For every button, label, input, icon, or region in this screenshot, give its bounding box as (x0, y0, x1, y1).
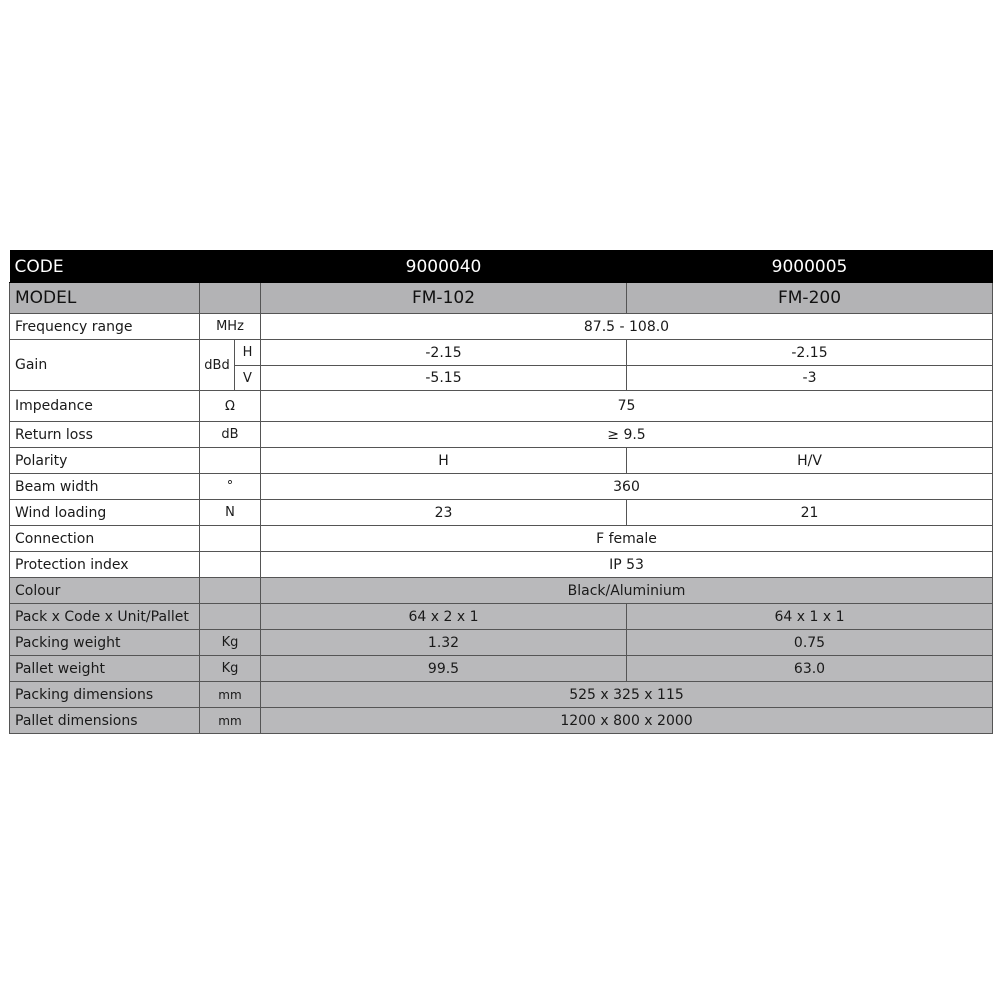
packing-weight-value-1: 1.32 (261, 630, 627, 656)
code-row (10, 251, 993, 283)
connection-row (10, 526, 993, 552)
gain-h-value-2: -2.15 (627, 340, 993, 366)
pallet-dimensions-row (10, 708, 993, 734)
gain-label: Gain (10, 340, 200, 391)
protection-unit (200, 552, 261, 578)
packing-dimensions-value: 525 x 325 x 115 (261, 682, 993, 708)
beam-width-value: 360 (261, 474, 993, 500)
model-row (10, 283, 993, 314)
pallet-weight-value-1: 99.5 (261, 656, 627, 682)
polarity-unit (200, 448, 261, 474)
polarity-row (10, 448, 993, 474)
gain-h-value-1: -2.15 (261, 340, 627, 366)
code-value-1: 9000040 (261, 251, 627, 283)
wind-loading-label: Wind loading (10, 500, 200, 526)
model-label: MODEL (10, 283, 200, 314)
frequency-value: 87.5 - 108.0 (261, 314, 993, 340)
wind-loading-value-2: 21 (627, 500, 993, 526)
gain-v-value-1: -5.15 (261, 366, 627, 391)
protection-label: Protection index (10, 552, 200, 578)
gain-v-label: V (235, 366, 261, 391)
colour-unit (200, 578, 261, 604)
gain-h-row (10, 340, 993, 366)
code-label: CODE (10, 251, 261, 283)
code-value-2: 9000005 (627, 251, 993, 283)
pack-unit (200, 604, 261, 630)
polarity-label: Polarity (10, 448, 200, 474)
spec-table (9, 250, 993, 734)
packing-weight-label: Packing weight (10, 630, 200, 656)
return-loss-value: ≥ 9.5 (261, 422, 993, 448)
wind-loading-row (10, 500, 993, 526)
packing-weight-value-2: 0.75 (627, 630, 993, 656)
protection-value: IP 53 (261, 552, 993, 578)
frequency-unit: MHz (200, 314, 261, 340)
pallet-dimensions-value: 1200 x 800 x 2000 (261, 708, 993, 734)
connection-label: Connection (10, 526, 200, 552)
wind-loading-value-1: 23 (261, 500, 627, 526)
connection-value: F female (261, 526, 993, 552)
pack-value-2: 64 x 1 x 1 (627, 604, 993, 630)
beam-width-unit: ° (200, 474, 261, 500)
packing-weight-row (10, 630, 993, 656)
model-value-1: FM-102 (261, 283, 627, 314)
pallet-weight-value-2: 63.0 (627, 656, 993, 682)
return-loss-row (10, 422, 993, 448)
connection-unit (200, 526, 261, 552)
pallet-weight-unit: Kg (200, 656, 261, 682)
beam-width-row (10, 474, 993, 500)
packing-dimensions-row (10, 682, 993, 708)
wind-loading-unit: N (200, 500, 261, 526)
pallet-dimensions-unit: mm (200, 708, 261, 734)
pack-label: Pack x Code x Unit/Pallet (10, 604, 200, 630)
colour-value: Black/Aluminium (261, 578, 993, 604)
impedance-value: 75 (261, 391, 993, 422)
colour-row (10, 578, 993, 604)
protection-row (10, 552, 993, 578)
impedance-row (10, 391, 993, 422)
pallet-dimensions-label: Pallet dimensions (10, 708, 200, 734)
gain-unit: dBd (200, 340, 235, 391)
pallet-weight-label: Pallet weight (10, 656, 200, 682)
impedance-unit: Ω (200, 391, 261, 422)
return-loss-label: Return loss (10, 422, 200, 448)
beam-width-label: Beam width (10, 474, 200, 500)
impedance-label: Impedance (10, 391, 200, 422)
pack-row (10, 604, 993, 630)
packing-dimensions-label: Packing dimensions (10, 682, 200, 708)
packing-dimensions-unit: mm (200, 682, 261, 708)
model-value-2: FM-200 (627, 283, 993, 314)
pallet-weight-row (10, 656, 993, 682)
packing-weight-unit: Kg (200, 630, 261, 656)
gain-h-label: H (235, 340, 261, 366)
polarity-value-2: H/V (627, 448, 993, 474)
pack-value-1: 64 x 2 x 1 (261, 604, 627, 630)
colour-label: Colour (10, 578, 200, 604)
polarity-value-1: H (261, 448, 627, 474)
return-loss-unit: dB (200, 422, 261, 448)
model-unit-cell (200, 283, 261, 314)
frequency-label: Frequency range (10, 314, 200, 340)
gain-v-value-2: -3 (627, 366, 993, 391)
frequency-row (10, 314, 993, 340)
